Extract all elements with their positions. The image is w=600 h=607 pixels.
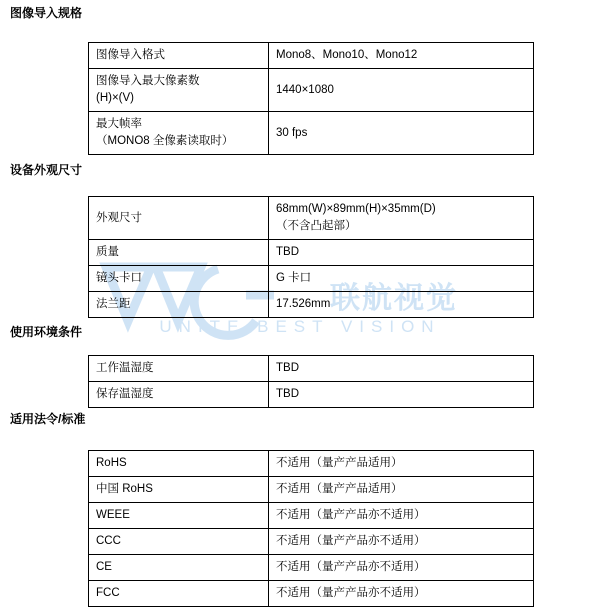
cell-label: 中国 RoHS bbox=[89, 477, 269, 503]
cell-value-line1: 68mm(W)×89mm(H)×35mm(D) bbox=[276, 203, 436, 215]
cell-label: 外观尺寸 bbox=[89, 197, 269, 240]
table-row bbox=[89, 43, 534, 69]
cell-value: 30 fps bbox=[269, 112, 534, 155]
cell-value: Mono8、Mono10、Mono12 bbox=[269, 43, 534, 69]
section-title-environment: 使用环境条件 bbox=[10, 325, 83, 339]
cell-label: CE bbox=[89, 555, 269, 581]
cell-value bbox=[269, 197, 534, 240]
table-row bbox=[89, 356, 534, 382]
table-row bbox=[89, 529, 534, 555]
cell-value: 1440×1080 bbox=[269, 69, 534, 112]
cell-value: TBD bbox=[269, 382, 534, 408]
cell-label: 镜头卡口 bbox=[89, 266, 269, 292]
table-row bbox=[89, 382, 534, 408]
cell-label: 保存温湿度 bbox=[89, 382, 269, 408]
table-row bbox=[89, 581, 534, 607]
cell-label: FCC bbox=[89, 581, 269, 607]
table-row bbox=[89, 555, 534, 581]
cell-value: 不适用（量产产品亦不适用） bbox=[269, 529, 534, 555]
cell-value: 不适用（量产产品适用） bbox=[269, 477, 534, 503]
table-image-import bbox=[88, 42, 534, 155]
cell-label-line2: (H)×(V) bbox=[96, 92, 135, 104]
cell-label bbox=[89, 112, 269, 155]
cell-value: 不适用（量产产品亦不适用） bbox=[269, 555, 534, 581]
cell-label: CCC bbox=[89, 529, 269, 555]
table-row bbox=[89, 292, 534, 318]
cell-value: 不适用（量产产品适用） bbox=[269, 451, 534, 477]
table-row bbox=[89, 477, 534, 503]
cell-value: 17.526mm bbox=[269, 292, 534, 318]
table-row bbox=[89, 451, 534, 477]
cell-label: 法兰距 bbox=[89, 292, 269, 318]
section-title-standards: 适用法令/标准 bbox=[10, 412, 86, 426]
cell-label-line1: 最大帧率 bbox=[96, 118, 142, 130]
watermark-brand-en: UNITE BEST VISION bbox=[159, 317, 441, 336]
table-row bbox=[89, 266, 534, 292]
section-title-dimensions: 设备外观尺寸 bbox=[10, 163, 83, 177]
cell-label: 质量 bbox=[89, 240, 269, 266]
cell-label bbox=[89, 69, 269, 112]
cell-value: TBD bbox=[269, 356, 534, 382]
section-title-image-import bbox=[10, 6, 82, 20]
table-environment bbox=[88, 355, 534, 408]
cell-value-line2: （不含凸起部） bbox=[276, 220, 357, 232]
table-standards bbox=[88, 450, 534, 607]
page-title: 图像导入规格 bbox=[10, 6, 83, 20]
table-row bbox=[89, 112, 534, 155]
cell-value: 不适用（量产产品亦不适用） bbox=[269, 581, 534, 607]
table-row bbox=[89, 240, 534, 266]
cell-label: RoHS bbox=[89, 451, 269, 477]
cell-label: 图像导入格式 bbox=[89, 43, 269, 69]
table-row bbox=[89, 197, 534, 240]
cell-label: WEEE bbox=[89, 503, 269, 529]
cell-label-line1: 图像导入最大像素数 bbox=[96, 75, 200, 87]
table-row bbox=[89, 69, 534, 112]
cell-value: G 卡口 bbox=[269, 266, 534, 292]
table-dimensions bbox=[88, 196, 534, 318]
cell-label-line2: （MONO8 全像素读取时） bbox=[96, 135, 234, 147]
cell-value: TBD bbox=[269, 240, 534, 266]
cell-label: 工作温湿度 bbox=[89, 356, 269, 382]
cell-value: 不适用（量产产品亦不适用） bbox=[269, 503, 534, 529]
watermark-brand-cn: 联航视觉 bbox=[330, 282, 458, 315]
table-row bbox=[89, 503, 534, 529]
